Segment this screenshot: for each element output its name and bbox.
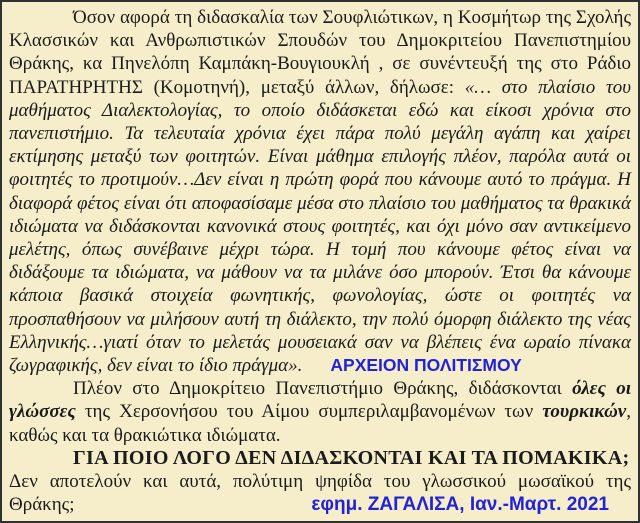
languages-text-2: της Χερσονήσου του Αίμου συμπεριλαμβανομένων των — [75, 401, 543, 423]
languages-text-3: , καθώς και τα θρακιώτικα ιδιώματα. — [9, 401, 631, 446]
languages-text-1: Πλέον στο Δημοκρίτειο Πανεπιστήμιο Θράκης, διδάσκονται — [73, 378, 573, 400]
paragraph-heading-question — [9, 447, 631, 470]
languages-emphasis-1: όλες οι γλώσσες — [9, 378, 631, 423]
heading-question-text: ΓΙΑ ΠΟΙΟ ΛΟΓΟ ΔΕΝ ΔΙΔΑΣΚΟΝΤΑΙ ΚΑΙ ΤΑ ΠΟΜΑΚΙΚΑ; — [73, 446, 630, 469]
archeion-politismou-label: ΑΡΧΕΙΟΝ ΠΟΛΙΤΙΣΜΟΥ — [330, 355, 522, 376]
interview-quote-text: «… στο πλαίσιο του μαθήματος Διαλεκτολογίας, το οποίο διδάσκεται εδώ και είκοσι χρόνια στο πανεπιστήμιο. Τα τελευταία χρόνια έχει πάρα πολύ μεγάλη αγάπη και χαίρει εκτίμησης μεταξύ των φοιτητών. Είναι μάθημα επιλογής πλέον, παρόλα αυτά οι φοιτητές το προτιμούν…Δεν είναι η πρώτη φορά που κάνουμε αυτό το πράγμα. Η διαφορά φέτος είναι ότι αποφασίσαμε μέσα στο πλαίσιο του μαθήματος τα θρακικά ιδιώματα να διδάσκονται κανονικά στους φοιτητές, και όχι μόνο σαν αντικείμενο μελέτης, όπως συνέβαινε μέχρι τώρα. Η τομή που κάνουμε φέτος είναι να διδάξουμε τα ιδιώματα, να μάθουν να τα μιλάνε όσο μπορούν. Έτσι θα κάνουμε κάποια βασικά στοιχεία φωνητικής, φωνολογίας, ώστε οι φοιτητές να προσπαθήσουν να μιλήσουν αυτή τη διάλεκτο, την πολύ όμορφη διάλεκτο της νέας Ελληνικής…γιατί όταν το μελετάς μουσειακά σαν να βλέπεις ένα ωραίο πίνακα ζωγραφικής, δεν είναι το ίδιο πράγμα». — [9, 76, 632, 377]
languages-emphasis-2: τουρκικών — [542, 401, 627, 423]
closing-question-text: Δεν αποτελούν και αυτά, πολύτιμη ψηφίδα του γλωσσικού μωσαϊκού της Θράκης; — [9, 471, 631, 516]
source-credit-label: εφημ. ΖΑΓΑΛΙΣΑ, Ιαν.-Μαρτ. 2021 — [311, 494, 609, 516]
article-body — [9, 6, 631, 516]
paragraph-languages — [9, 377, 631, 447]
paragraph-interview — [9, 6, 631, 377]
interview-intro-text: Όσον αφορά τη διδασκαλία των Σουφλιώτικων, η Κοσμήτωρ της Σχολής Κλασσικών και Ανθρωπιστικών Σπουδών του Δημοκριτείου Πανεπιστημίου Θράκης, κα Πηνελόπη Καμπάκη-Βουγιουκλή , σε συνέντευξή της στο Ράδιο ΠΑΡΑΤΗΡΗΤΗΣ (Κομοτηνή), μεταξύ άλλων, δήλωσε: — [9, 7, 631, 98]
paragraph-closing-question — [9, 470, 631, 516]
